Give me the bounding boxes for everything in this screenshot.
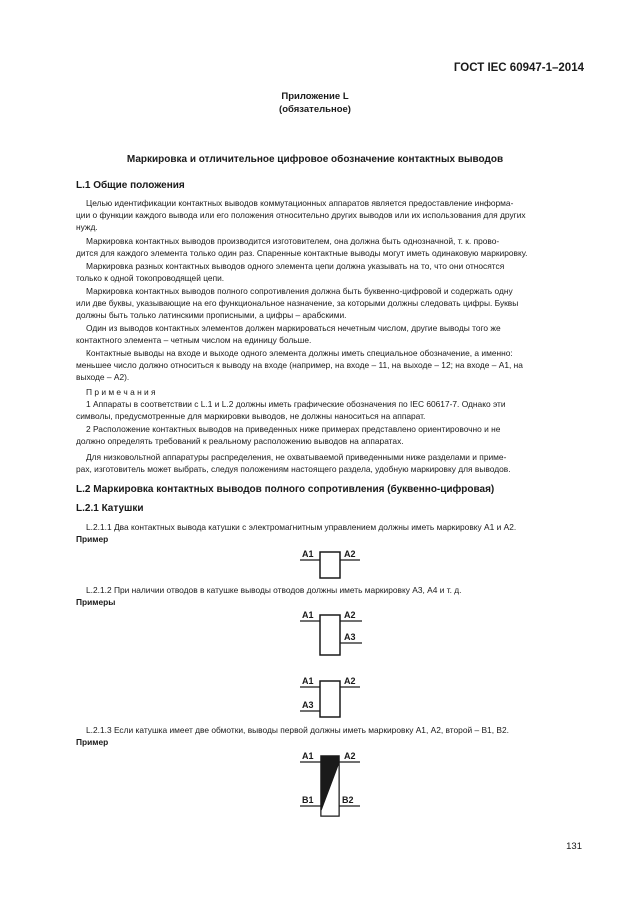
document-header: ГОСТ IEC 60947-1–2014 xyxy=(453,62,584,74)
d1-label-a2: A2 xyxy=(344,549,356,559)
section-l21-heading: L.2.1 Катушки xyxy=(76,503,144,514)
section-l2-heading: L.2 Маркировка контактных выводов полного сопротивления (буквенно-цифровая) xyxy=(76,484,495,495)
annex-title: Приложение L xyxy=(281,91,349,102)
coil-diagram-1 xyxy=(290,543,370,583)
p1-line2: ции о функции каждого вывода или его положения относительно других выводов или их использования для других xyxy=(76,210,526,220)
p1-line3: нужд. xyxy=(76,222,98,232)
p4-line1: Маркировка контактных выводов полного сопротивления должна быть буквенно-цифровой и содержать одну xyxy=(86,286,513,296)
page-number: 131 xyxy=(566,841,582,852)
p4-line3: должны быть только латинскими прописными, а цифры – арабскими. xyxy=(76,310,347,320)
d3-label-a2: A2 xyxy=(344,676,356,686)
p2-line2: дится для каждого элемента только один раз. Спаренные контактные выводы могут иметь одинаковую маркировку. xyxy=(76,248,528,258)
p3-line1: Маркировка разных контактных выводов одного элемента цепи должна указывать на то, что они относятся xyxy=(86,261,505,271)
d3-label-a1: A1 xyxy=(302,676,314,686)
p3-line2: только к одной токопроводящей цепи. xyxy=(76,273,225,283)
p6-line1: Контактные выводы на входе и выходе одного элемента должны иметь специальное обозначение, а именно: xyxy=(86,348,513,358)
annex-subtitle: (обязательное) xyxy=(279,104,351,115)
p7-line1: Для низковольтной аппаратуры распределения, не охватываемой приведенными ниже разделами и приме- xyxy=(86,452,507,462)
note1-line1: 1 Аппараты в соответствии с L.1 и L.2 должны иметь графические обозначения по IEC 60617-7. Однако эти xyxy=(86,399,506,409)
d3-label-a3: A3 xyxy=(302,700,314,710)
l212-example-label: Примеры xyxy=(76,597,116,607)
p5-line2: контактного элемента – четным числом на единицу больше. xyxy=(76,335,312,345)
coil-diagram-2 xyxy=(290,607,370,657)
section-l1-heading: L.1 Общие положения xyxy=(76,180,185,191)
d4-label-b1: B1 xyxy=(302,795,314,805)
d4-label-a2: A2 xyxy=(344,751,356,761)
note2-line2: должно определять требований к реальному расположению выводов на аппаратах. xyxy=(76,436,404,446)
d2-coil-rect xyxy=(320,615,340,655)
coil-diagram-4 xyxy=(290,748,370,820)
notes-label: П р и м е ч а н и я xyxy=(86,387,156,397)
p2-line1: Маркировка контактных выводов производится изготовителем, она должна быть однозначной, т. к. прово- xyxy=(86,236,500,246)
l211-example-label: Пример xyxy=(76,534,109,544)
d4-label-b2: B2 xyxy=(342,795,354,805)
note1-line2: символы, предусмотренные для маркировки выводов, не должны наноситься на аппарат. xyxy=(76,411,426,421)
d3-coil-rect xyxy=(320,681,340,717)
d1-coil-rect xyxy=(320,552,340,578)
p6-line2: меньшее число должно относиться к выводу на входе (например, на входе – 11, на выходе – 12; на входе – А1, на xyxy=(76,360,523,370)
l213-example-label: Пример xyxy=(76,737,109,747)
note2-line1: 2 Расположение контактных выводов на приведенных ниже примерах представлено ориентировочно и не xyxy=(86,424,501,434)
p5-line1: Один из выводов контактных элементов должен маркироваться нечетным числом, другие выводы того же xyxy=(86,323,501,333)
coil-diagram-3 xyxy=(290,675,370,720)
d2-label-a2: A2 xyxy=(344,610,356,620)
main-title: Маркировка и отличительное цифровое обозначение контактных выводов xyxy=(126,154,504,165)
l213-text: L.2.1.3 Если катушка имеет две обмотки, выводы первой должны иметь маркировку А1, А2, второй – В1, В2. xyxy=(86,725,509,735)
p7-line2: рах, изготовитель может выбрать, следуя положениям настоящего раздела, удобную маркировку для выводов. xyxy=(76,464,511,474)
d1-label-a1: A1 xyxy=(302,549,314,559)
d2-label-a1: A1 xyxy=(302,610,314,620)
d2-label-a3: A3 xyxy=(344,632,356,642)
l211-text: L.2.1.1 Два контактных вывода катушки с электромагнитным управлением должны иметь маркировку А1 и А2. xyxy=(86,522,517,532)
p4-line2: или две буквы, указывающие на его функциональное назначение, за которыми должны следовать цифры. Буквы xyxy=(76,298,519,308)
p1-line1: Целью идентификации контактных выводов коммутационных аппаратов является предоставление информа- xyxy=(86,198,514,208)
d4-label-a1: A1 xyxy=(302,751,314,761)
l212-text: L.2.1.2 При наличии отводов в катушке выводы отводов должны иметь маркировку А3, А4 и т. д. xyxy=(86,585,462,595)
p6-line3: выходе – А2). xyxy=(76,372,130,382)
